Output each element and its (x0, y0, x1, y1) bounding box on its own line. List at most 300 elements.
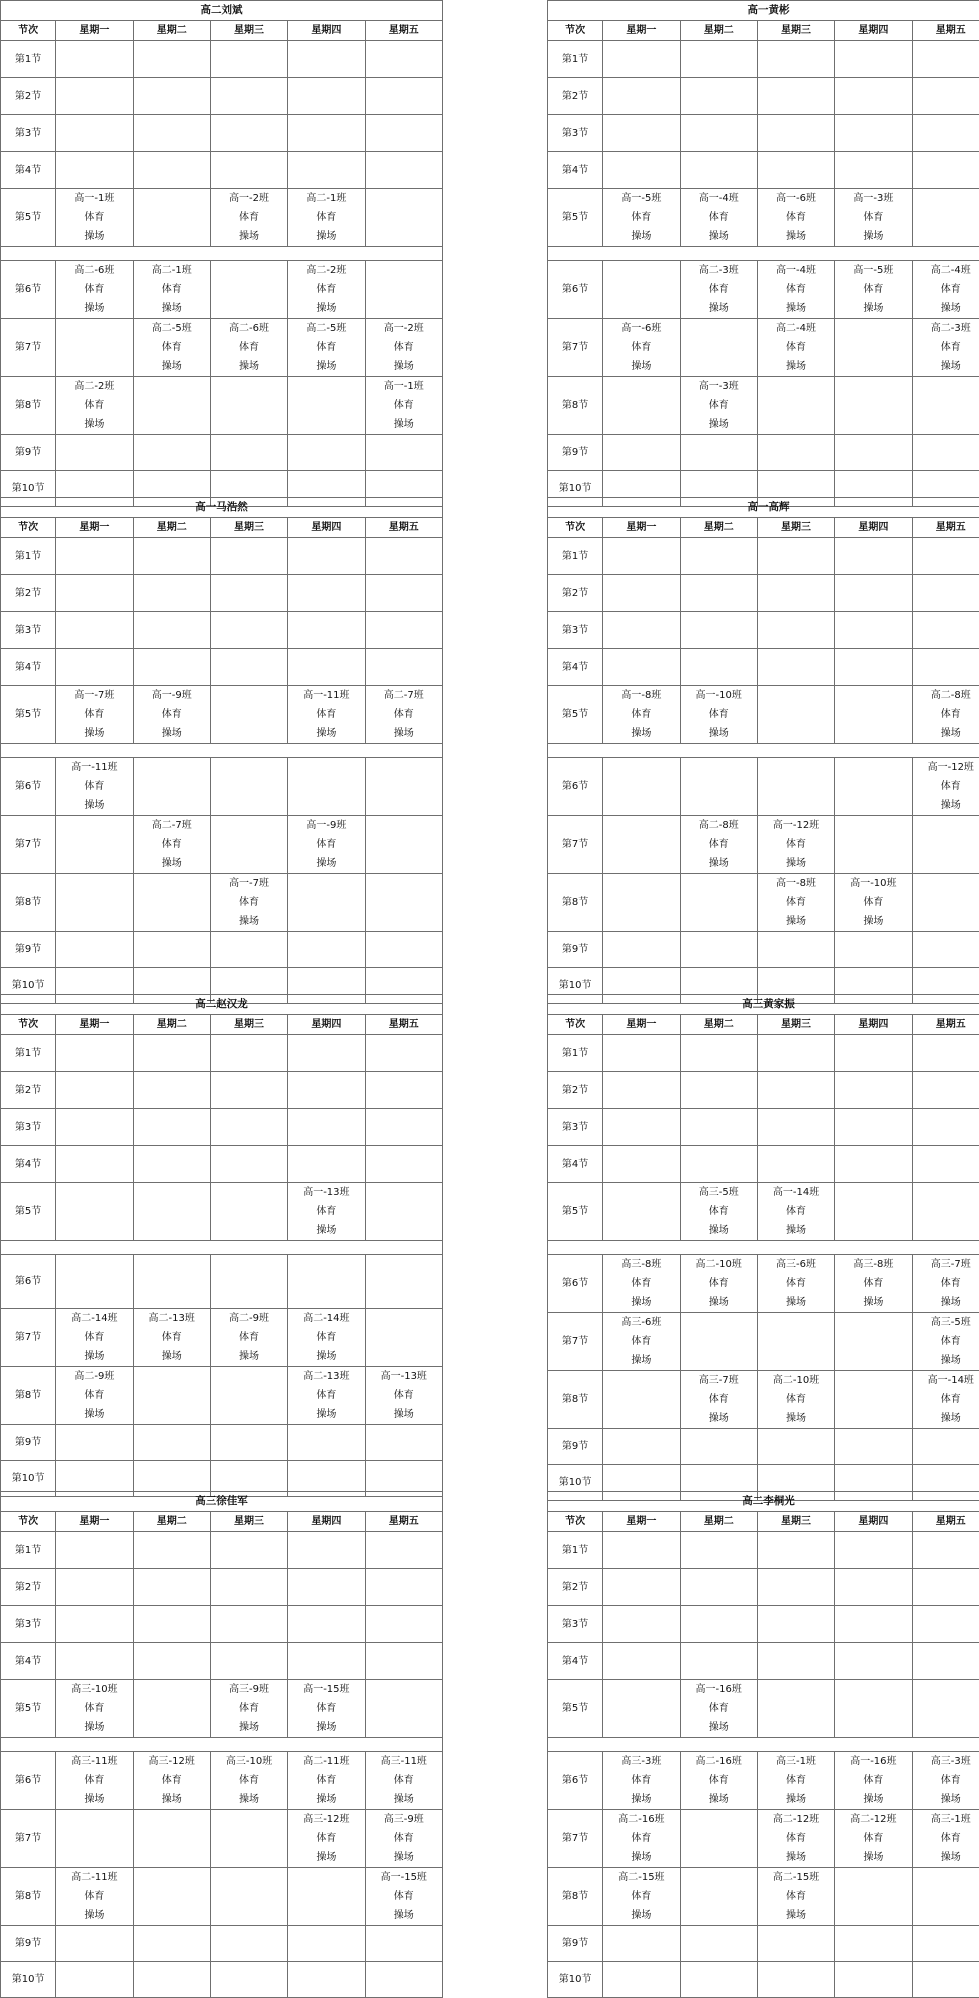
period-label: 第1节 (548, 41, 603, 78)
place-name: 操场 (913, 1790, 979, 1809)
schedule-cell (835, 1035, 912, 1072)
place-name: 操场 (913, 1293, 979, 1312)
schedule-cell (56, 319, 133, 377)
schedule-cell (56, 1868, 133, 1926)
schedule-cell (210, 686, 287, 744)
class-name: 高二-3班 (913, 319, 979, 338)
header-day: 星期四 (835, 21, 912, 41)
schedule-cell (365, 932, 442, 968)
schedule-cell (680, 1035, 757, 1072)
subject-name: 体育 (758, 1274, 834, 1293)
schedule-cell (757, 649, 834, 686)
schedule-cell (288, 1425, 365, 1461)
subject-name: 体育 (603, 1829, 679, 1848)
schedule-cell (835, 1643, 912, 1680)
class-name: 高三-12班 (288, 1810, 364, 1829)
place-name: 操场 (681, 1293, 757, 1312)
header-day: 星期一 (56, 1015, 133, 1035)
period-label: 第2节 (548, 78, 603, 115)
schedule-cell (680, 932, 757, 968)
schedule-cell (680, 1313, 757, 1371)
class-name: 高一-6班 (603, 319, 679, 338)
period-label: 第5节 (1, 189, 56, 247)
subject-name: 体育 (603, 705, 679, 724)
schedule-cell (288, 1606, 365, 1643)
schedule-cell (603, 377, 680, 435)
place-name: 操场 (758, 357, 834, 376)
schedule-cell (603, 78, 680, 115)
schedule-cell (757, 1532, 834, 1569)
subject-name: 体育 (681, 1771, 757, 1790)
schedule-cell (835, 152, 912, 189)
schedule-cell (680, 1868, 757, 1926)
period-label: 第2节 (1, 1569, 56, 1606)
class-name: 高三-8班 (835, 1255, 911, 1274)
period-label: 第1节 (548, 1035, 603, 1072)
schedule-cell (56, 261, 133, 319)
teacher-timetable (547, 1491, 979, 1998)
schedule-cell (680, 575, 757, 612)
header-day: 星期二 (133, 1015, 210, 1035)
period-label: 第5节 (548, 1183, 603, 1241)
subject-name: 体育 (211, 208, 287, 227)
subject-name: 体育 (681, 1274, 757, 1293)
schedule-cell (603, 1429, 680, 1465)
period-label: 第9节 (548, 932, 603, 968)
period-label: 第9节 (548, 1926, 603, 1962)
break-row (548, 1241, 979, 1255)
place-name: 操场 (603, 357, 679, 376)
subject-name: 体育 (835, 280, 911, 299)
place-name: 操场 (56, 796, 132, 815)
schedule-cell (365, 686, 442, 744)
schedule-cell (288, 115, 365, 152)
schedule-cell (603, 758, 680, 816)
schedule-cell (912, 1868, 979, 1926)
schedule-cell (835, 189, 912, 247)
schedule-cell (603, 1606, 680, 1643)
period-label: 第6节 (1, 758, 56, 816)
timetable-title: 高一马浩然 (1, 498, 443, 518)
schedule-cell (835, 816, 912, 874)
schedule-cell (365, 1643, 442, 1680)
subject-name: 体育 (134, 1771, 210, 1790)
header-day: 星期三 (210, 21, 287, 41)
header-day: 星期二 (133, 518, 210, 538)
schedule-cell (757, 1606, 834, 1643)
teacher-timetable (0, 1491, 443, 1998)
subject-name: 体育 (56, 1328, 132, 1347)
schedule-cell (133, 435, 210, 471)
schedule-cell (210, 1532, 287, 1569)
schedule-cell (680, 1371, 757, 1429)
class-name: 高一-14班 (758, 1183, 834, 1202)
header-period: 节次 (1, 21, 56, 41)
period-label: 第5节 (1, 1183, 56, 1241)
place-name: 操场 (681, 854, 757, 873)
class-name: 高一-2班 (211, 189, 287, 208)
period-label: 第6节 (548, 1255, 603, 1313)
schedule-cell (365, 152, 442, 189)
schedule-cell (757, 816, 834, 874)
schedule-cell (288, 686, 365, 744)
schedule-cell (210, 41, 287, 78)
schedule-cell (603, 612, 680, 649)
schedule-cell (210, 1569, 287, 1606)
period-label: 第3节 (1, 1606, 56, 1643)
timetable-title: 高三徐佳军 (1, 1492, 443, 1512)
class-name: 高三-7班 (913, 1255, 979, 1274)
class-name: 高二-9班 (211, 1309, 287, 1328)
subject-name: 体育 (758, 208, 834, 227)
class-name: 高一-14班 (913, 1371, 979, 1390)
period-label: 第7节 (548, 816, 603, 874)
place-name: 操场 (913, 1848, 979, 1867)
schedule-cell (835, 1371, 912, 1429)
subject-name: 体育 (56, 396, 132, 415)
schedule-cell (365, 874, 442, 932)
place-name: 操场 (134, 724, 210, 743)
schedule-cell (288, 575, 365, 612)
place-name: 操场 (211, 357, 287, 376)
class-name: 高二-14班 (288, 1309, 364, 1328)
place-name: 操场 (681, 1409, 757, 1428)
header-day: 星期二 (133, 1512, 210, 1532)
schedule-cell (210, 1072, 287, 1109)
timetable-title: 高二李桐光 (548, 1492, 979, 1512)
schedule-cell (56, 758, 133, 816)
schedule-cell (288, 1868, 365, 1926)
class-name: 高三-1班 (913, 1810, 979, 1829)
subject-name: 体育 (835, 1274, 911, 1293)
schedule-cell (288, 816, 365, 874)
schedule-cell (912, 1313, 979, 1371)
schedule-cell (912, 189, 979, 247)
period-label: 第9节 (1, 435, 56, 471)
schedule-cell (210, 649, 287, 686)
schedule-cell (56, 377, 133, 435)
subject-name: 体育 (603, 1771, 679, 1790)
place-name: 操场 (56, 724, 132, 743)
schedule-cell (757, 1313, 834, 1371)
schedule-cell (133, 1255, 210, 1309)
subject-name: 体育 (288, 208, 364, 227)
period-label: 第4节 (548, 1146, 603, 1183)
schedule-cell (365, 1680, 442, 1738)
schedule-cell (603, 1072, 680, 1109)
subject-name: 体育 (211, 1771, 287, 1790)
subject-name: 体育 (288, 1328, 364, 1347)
schedule-cell (757, 1569, 834, 1606)
schedule-cell (603, 41, 680, 78)
schedule-cell (56, 874, 133, 932)
subject-name: 体育 (758, 1390, 834, 1409)
header-day: 星期二 (680, 518, 757, 538)
class-name: 高三-5班 (681, 1183, 757, 1202)
class-name: 高一-15班 (366, 1868, 442, 1887)
place-name: 操场 (603, 1293, 679, 1312)
class-name: 高二-2班 (56, 377, 132, 396)
schedule-cell (835, 115, 912, 152)
schedule-cell (603, 1680, 680, 1738)
schedule-cell (912, 538, 979, 575)
schedule-cell (835, 758, 912, 816)
schedule-cell (56, 1680, 133, 1738)
schedule-cell (133, 686, 210, 744)
schedule-cell (757, 261, 834, 319)
header-period: 节次 (548, 1512, 603, 1532)
subject-name: 体育 (913, 280, 979, 299)
place-name: 操场 (366, 1848, 442, 1867)
period-label: 第2节 (548, 1072, 603, 1109)
schedule-cell (680, 261, 757, 319)
schedule-cell (133, 1146, 210, 1183)
schedule-cell (210, 1926, 287, 1962)
place-name: 操场 (366, 415, 442, 434)
schedule-cell (757, 189, 834, 247)
schedule-cell (603, 189, 680, 247)
schedule-cell (288, 1109, 365, 1146)
place-name: 操场 (366, 357, 442, 376)
schedule-cell (757, 1429, 834, 1465)
schedule-cell (133, 1752, 210, 1810)
place-name: 操场 (758, 1409, 834, 1428)
place-name: 操场 (758, 854, 834, 873)
subject-name: 体育 (758, 1771, 834, 1790)
schedule-cell (288, 1569, 365, 1606)
schedule-cell (680, 612, 757, 649)
schedule-cell (56, 115, 133, 152)
class-name: 高二-8班 (681, 816, 757, 835)
schedule-cell (210, 932, 287, 968)
schedule-cell (56, 575, 133, 612)
schedule-cell (912, 41, 979, 78)
class-name: 高二-8班 (913, 686, 979, 705)
header-period: 节次 (548, 21, 603, 41)
header-day: 星期五 (365, 1512, 442, 1532)
schedule-cell (603, 932, 680, 968)
schedule-cell (835, 1680, 912, 1738)
schedule-cell (757, 686, 834, 744)
place-name: 操场 (288, 1405, 364, 1424)
schedule-cell (133, 1810, 210, 1868)
schedule-cell (912, 612, 979, 649)
header-day: 星期三 (757, 1512, 834, 1532)
subject-name: 体育 (913, 705, 979, 724)
schedule-cell (365, 1072, 442, 1109)
schedule-cell (210, 1810, 287, 1868)
schedule-cell (56, 1425, 133, 1461)
schedule-cell (56, 78, 133, 115)
period-label: 第2节 (548, 1569, 603, 1606)
schedule-cell (365, 1183, 442, 1241)
place-name: 操场 (211, 227, 287, 246)
schedule-cell (757, 435, 834, 471)
period-label: 第4节 (1, 152, 56, 189)
schedule-cell (680, 1680, 757, 1738)
teacher-timetable (0, 994, 443, 1497)
period-label: 第7节 (1, 1309, 56, 1367)
schedule-cell (288, 377, 365, 435)
class-name: 高三-3班 (913, 1752, 979, 1771)
class-name: 高一-16班 (835, 1752, 911, 1771)
schedule-cell (365, 1606, 442, 1643)
schedule-cell (210, 435, 287, 471)
period-label: 第3节 (548, 1109, 603, 1146)
schedule-cell (133, 758, 210, 816)
class-name: 高一-4班 (681, 189, 757, 208)
header-day: 星期四 (288, 1015, 365, 1035)
schedule-cell (210, 1035, 287, 1072)
schedule-cell (133, 932, 210, 968)
schedule-cell (133, 816, 210, 874)
schedule-cell (680, 78, 757, 115)
period-label: 第7节 (548, 319, 603, 377)
place-name: 操场 (758, 1790, 834, 1809)
schedule-cell (288, 932, 365, 968)
class-name: 高二-16班 (603, 1810, 679, 1829)
schedule-cell (603, 1643, 680, 1680)
class-name: 高一-13班 (288, 1183, 364, 1202)
timetable-title: 高二刘斌 (1, 1, 443, 21)
class-name: 高三-6班 (758, 1255, 834, 1274)
schedule-cell (365, 649, 442, 686)
schedule-cell (680, 649, 757, 686)
period-label: 第4节 (548, 152, 603, 189)
subject-name: 体育 (758, 1887, 834, 1906)
subject-name: 体育 (366, 1771, 442, 1790)
header-day: 星期五 (912, 1015, 979, 1035)
schedule-cell (288, 1255, 365, 1309)
place-name: 操场 (681, 415, 757, 434)
schedule-cell (835, 575, 912, 612)
schedule-cell (365, 1569, 442, 1606)
schedule-cell (133, 1962, 210, 1998)
schedule-cell (835, 1183, 912, 1241)
period-label: 第8节 (548, 1371, 603, 1429)
schedule-cell (757, 377, 834, 435)
period-label: 第6节 (1, 261, 56, 319)
period-label: 第2节 (1, 575, 56, 612)
timetable-title: 高一黄彬 (548, 1, 979, 21)
schedule-cell (835, 874, 912, 932)
schedule-cell (912, 1752, 979, 1810)
period-label: 第9节 (1, 1425, 56, 1461)
break-row (1, 247, 443, 261)
schedule-cell (210, 575, 287, 612)
break-row (548, 247, 979, 261)
period-label: 第9节 (548, 435, 603, 471)
header-day: 星期四 (288, 21, 365, 41)
period-label: 第5节 (1, 686, 56, 744)
schedule-cell (757, 115, 834, 152)
schedule-cell (912, 575, 979, 612)
schedule-cell (133, 1425, 210, 1461)
place-name: 操场 (366, 1906, 442, 1925)
schedule-cell (757, 1072, 834, 1109)
schedule-cell (210, 1255, 287, 1309)
schedule-cell (603, 319, 680, 377)
header-day: 星期三 (757, 1015, 834, 1035)
header-day: 星期一 (56, 1512, 133, 1532)
break-row (1, 1738, 443, 1752)
schedule-cell (680, 1569, 757, 1606)
schedule-cell (680, 115, 757, 152)
place-name: 操场 (835, 1790, 911, 1809)
place-name: 操场 (913, 1351, 979, 1370)
subject-name: 体育 (288, 1771, 364, 1790)
schedule-cell (912, 152, 979, 189)
period-label: 第3节 (548, 115, 603, 152)
schedule-cell (133, 575, 210, 612)
class-name: 高三-10班 (211, 1752, 287, 1771)
schedule-cell (288, 1752, 365, 1810)
schedule-cell (680, 538, 757, 575)
schedule-cell (680, 1926, 757, 1962)
schedule-cell (912, 1926, 979, 1962)
schedule-cell (680, 189, 757, 247)
schedule-cell (56, 1367, 133, 1425)
class-name: 高二-12班 (835, 1810, 911, 1829)
schedule-cell (56, 1146, 133, 1183)
schedule-cell (365, 1926, 442, 1962)
schedule-cell (56, 1035, 133, 1072)
schedule-cell (757, 612, 834, 649)
schedule-cell (56, 152, 133, 189)
schedule-cell (912, 319, 979, 377)
subject-name: 体育 (56, 1386, 132, 1405)
header-day: 星期三 (210, 518, 287, 538)
schedule-cell (365, 1035, 442, 1072)
teacher-timetable (547, 497, 979, 1004)
period-label: 第9节 (1, 932, 56, 968)
subject-name: 体育 (681, 208, 757, 227)
schedule-cell (912, 1962, 979, 1998)
schedule-cell (603, 1868, 680, 1926)
subject-name: 体育 (681, 1390, 757, 1409)
schedule-cell (757, 1752, 834, 1810)
schedule-cell (680, 1643, 757, 1680)
place-name: 操场 (835, 1848, 911, 1867)
place-name: 操场 (835, 1293, 911, 1312)
class-name: 高二-15班 (603, 1868, 679, 1887)
period-label: 第4节 (548, 1643, 603, 1680)
subject-name: 体育 (288, 835, 364, 854)
schedule-cell (288, 1183, 365, 1241)
subject-name: 体育 (913, 1390, 979, 1409)
place-name: 操场 (134, 1790, 210, 1809)
schedule-cell (757, 575, 834, 612)
schedule-cell (912, 261, 979, 319)
schedule-cell (365, 1255, 442, 1309)
place-name: 操场 (288, 299, 364, 318)
class-name: 高三-12班 (134, 1752, 210, 1771)
schedule-cell (835, 1868, 912, 1926)
period-label: 第10节 (1, 1962, 56, 1998)
schedule-cell (288, 189, 365, 247)
class-name: 高一-7班 (56, 686, 132, 705)
schedule-cell (133, 41, 210, 78)
place-name: 操场 (758, 227, 834, 246)
break-row (548, 744, 979, 758)
period-label: 第1节 (548, 538, 603, 575)
period-label: 第8节 (1, 874, 56, 932)
subject-name: 体育 (134, 835, 210, 854)
header-day: 星期一 (56, 518, 133, 538)
schedule-cell (288, 152, 365, 189)
schedule-cell (603, 1752, 680, 1810)
schedule-cell (603, 261, 680, 319)
